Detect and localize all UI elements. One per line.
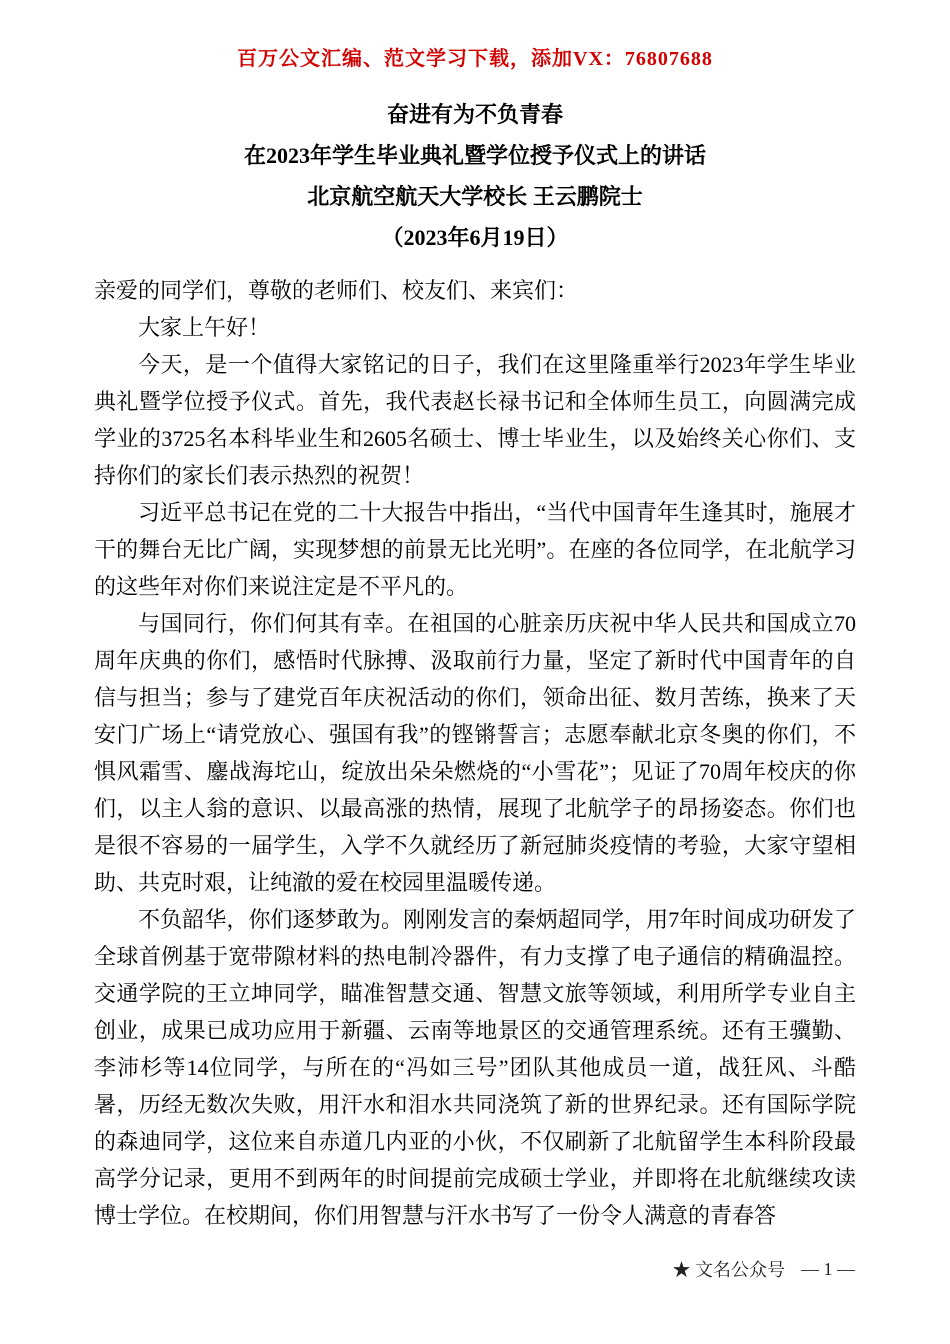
promo-banner: 百万公文汇编、范文学习下载，添加VX：76807688	[237, 48, 713, 70]
paragraph: 今天，是一个值得大家铭记的日子，我们在这里隆重举行2023年学生毕业典礼暨学位授予仪式。首先，我代表赵长禄书记和全体师生员工，向圆满完成学业的3725名本科毕业生和2605名硕士、博士毕业生，以及始终关心你们、支持你们的家长们表示热烈的祝贺！	[94, 352, 856, 488]
paragraph: 与国同行，你们何其有幸。在祖国的心脏亲历庆祝中华人民共和国成立70周年庆典的你们，感悟时代脉搏、汲取前行力量，坚定了新时代中国青年的自信与担当；参与了建党百年庆祝活动的你们，领命出征、数月苦练，换来了天安门广场上“请党放心、强国有我”的铿锵誓言；志愿奉献北京冬奥的你们，不惧风霜雪、鏖战海坨山，绽放出朵朵燃烧的“小雪花”；见证了70周年校庆的你们，以主人翁的意识、以最高涨的热情，展现了北航学子的昂扬姿态。你们也是很不容易的一届学生，入学不久就经历了新冠肺炎疫情的考验，大家守望相助、共克时艰，让纯澈的爱在校园里温暖传递。	[94, 611, 856, 895]
document-body	[94, 272, 856, 1234]
paragraph: 习近平总书记在党的二十大报告中指出，“当代中国青年生逢其时，施展才干的舞台无比广阔，实现梦想的前景无比光明”。在座的各位同学，在北航学习的这些年对你们来说注定是不平凡的。	[94, 500, 856, 599]
doc-subtitle: 在2023年学生毕业典礼暨学位授予仪式上的讲话	[243, 143, 706, 168]
doc-title: 奋进有为不负青春	[386, 102, 563, 127]
paragraph-salutation: 亲爱的同学们，尊敬的老师们、校友们、来宾们：	[94, 278, 579, 303]
title-block	[95, 94, 855, 258]
paragraph: 不负韶华，你们逐梦敢为。刚刚发言的秦炳超同学，用7年时间成功研发了全球首例基于宽带隙材料的热电制冷器件，有力支撑了电子通信的精确温控。交通学院的王立坤同学，瞄准智慧交通、智慧文旅等领域，利用所学专业自主创业，成果已成功应用于新疆、云南等地景区的交通管理系统。还有王骥勤、李沛杉等14位同学，与所在的“冯如三号”团队其他成员一道，战狂风、斗酷暑，历经无数次失败，用汗水和泪水共同浇筑了新的世界纪录。还有国际学院的森迪同学，这位来自赤道几内亚的小伙，不仅刷新了北航留学生本科阶段最高学分记录，更用不到两年的时间提前完成硕士学业，并即将在北航继续攻读博士学位。在校期间，你们用智慧与汗水书写了一份令人满意的青春答	[94, 907, 856, 1228]
page-number: — 1 —	[801, 1258, 855, 1279]
doc-author: 北京航空航天大学校长 王云鹏院士	[307, 184, 643, 209]
page-footer	[673, 1256, 856, 1282]
doc-date: （2023年6月19日）	[381, 225, 569, 250]
footer-brand: ★ 文名公众号	[672, 1260, 785, 1280]
paragraph-greeting: 大家上午好！	[138, 315, 271, 340]
